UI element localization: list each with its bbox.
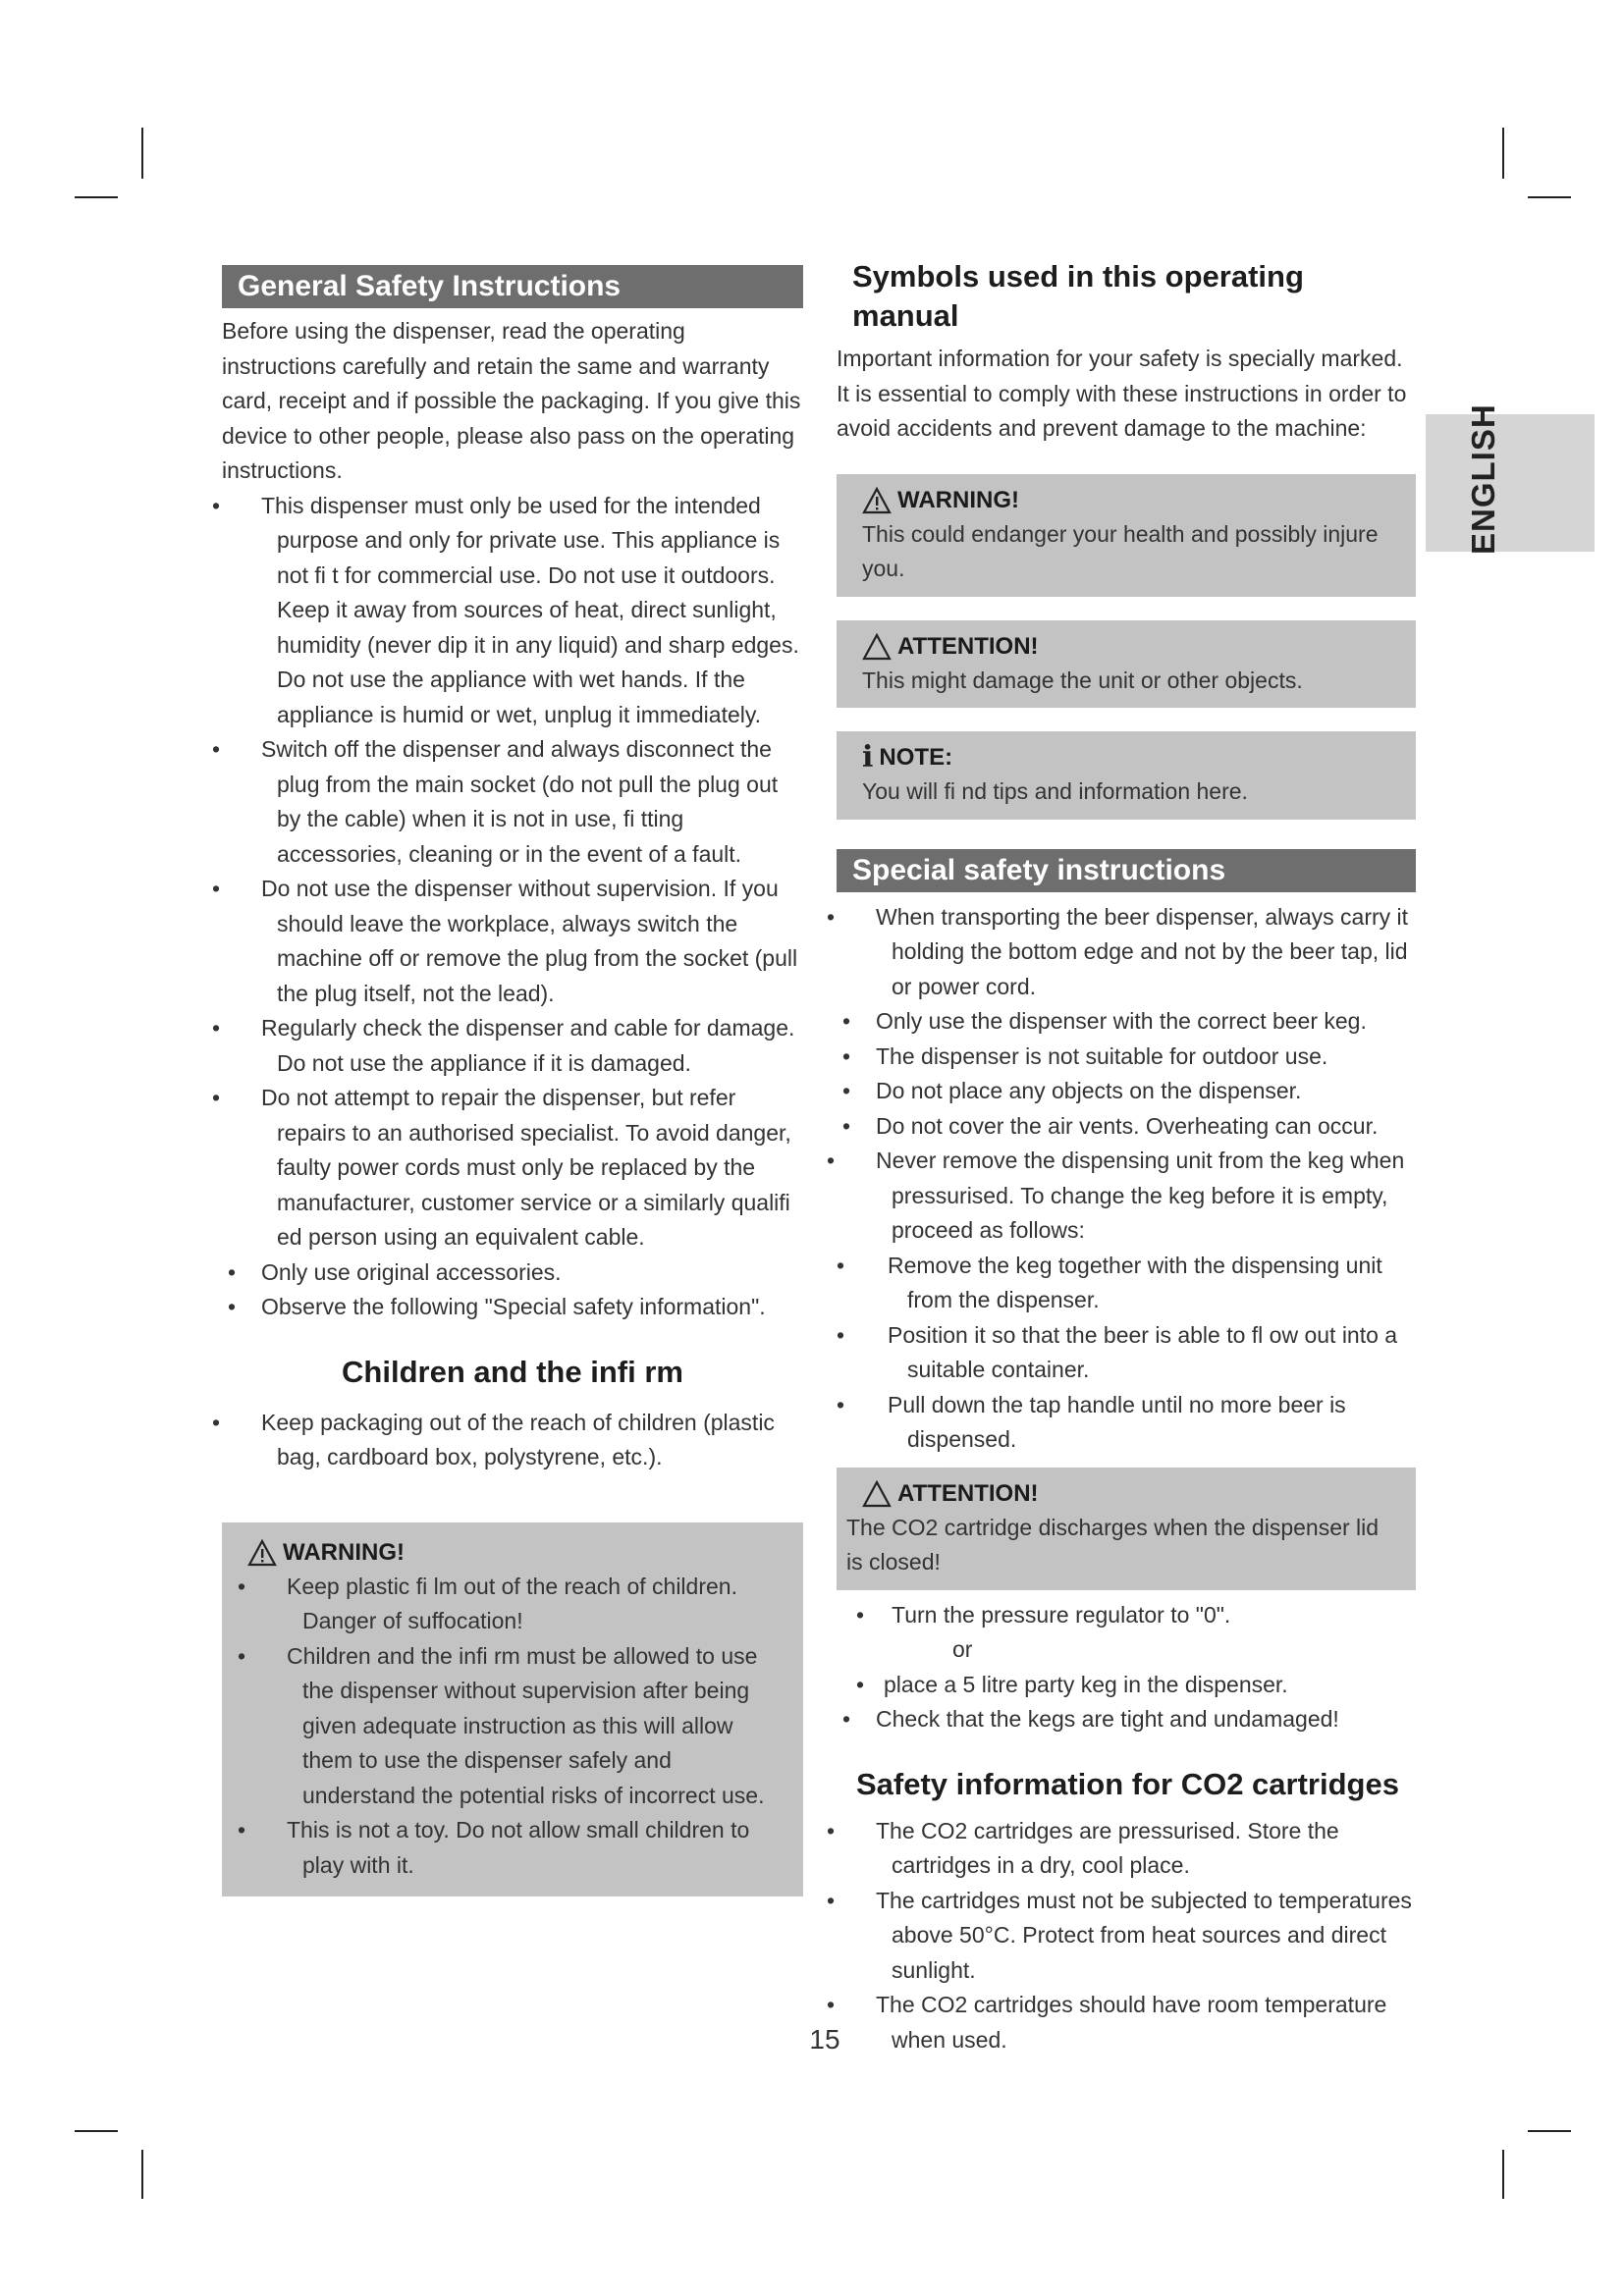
general-safety-banner: General Safety Instructions (222, 265, 803, 308)
symbols-heading: Symbols used in this operating manual (852, 259, 1304, 333)
list-item: • Do not place any objects on the dispenser. (837, 1074, 1416, 1109)
language-tab-label: ENGLISH (1465, 403, 1501, 555)
attention-title-text: ATTENTION! (897, 1479, 1039, 1507)
children-heading: Children and the infi rm (342, 1354, 683, 1389)
note-text: You will fi nd tips and information here. (862, 778, 1248, 804)
general-intro: Before using the dispenser, read the operating instructions carefully and retain the same and warranty card, receipt and if possible the packaging. If you give this device to other people, please also pass on the operating instructions. (222, 318, 801, 483)
list-item: • Do not cover the air vents. Overheating can occur. (837, 1109, 1416, 1145)
list-item: • The cartridges must not be subjected to temperatures above 50°C. Protect from heat sources and direct sunlight. (837, 1884, 1416, 1989)
children-list (222, 1406, 803, 1475)
crop-mark (75, 196, 118, 198)
list-item: • Turn the pressure regulator to "0". (837, 1598, 1416, 1633)
crop-mark (75, 2130, 118, 2132)
right-column (837, 257, 1416, 2057)
co2-list (837, 1814, 1416, 2058)
symbol-note-box (837, 731, 1416, 820)
page-number: 15 (809, 2024, 840, 2055)
list-item: • Observe the following "Special safety information". (222, 1290, 803, 1325)
symbol-warning-box (837, 474, 1416, 597)
list-item: • The dispenser is not suitable for outdoor use. (837, 1040, 1416, 1075)
list-item: • Check that the kegs are tight and undamaged! (837, 1702, 1416, 1737)
warning-title-text: WARNING! (283, 1538, 405, 1566)
list-item: • Only use original accessories. (222, 1255, 803, 1291)
list-item: • Do not attempt to repair the dispenser, but refer repairs to an authorised specialist. To avoid danger, faulty power cords must only be replaced by the manufacturer, customer service or a similarly qualifi ed person using an equivalent cable. (222, 1081, 803, 1255)
or-text: or (952, 1636, 973, 1662)
warning-icon (862, 487, 892, 514)
list-item: • Position it so that the beer is able to fl ow out into a suitable container. (837, 1318, 1416, 1388)
list-item: • When transporting the beer dispenser, always carry it holding the bottom edge and not by the beer tap, lid or power cord. (837, 900, 1416, 1005)
crop-mark (1502, 128, 1504, 179)
list-item: • Keep plastic fi lm out of the reach of children. Danger of suffocation! (247, 1570, 778, 1639)
attention-title (862, 630, 1390, 664)
final-list (837, 1668, 1416, 1737)
special-safety-banner: Special safety instructions (837, 849, 1416, 892)
list-item: • This dispenser must only be used for the intended purpose and only for private use. This appliance is not fi t for commercial use. Do not use it outdoors. Keep it away from sources of heat, direct sunlight, humidity (never dip it in any liquid) and sharp edges. Do not use the appliance with wet hands. If the appliance is humid or wet, unplug it immediately. (222, 489, 803, 733)
warning-title-text: WARNING! (897, 486, 1019, 513)
warning-icon (247, 1539, 277, 1567)
special-list (837, 900, 1416, 1249)
crop-mark (1528, 196, 1571, 198)
crop-mark (1502, 2150, 1504, 2199)
list-item: • This is not a toy. Do not allow small children to play with it. (247, 1813, 778, 1883)
list-item: • Only use the dispenser with the correct beer keg. (837, 1004, 1416, 1040)
language-tab (1426, 414, 1595, 552)
attention-icon (862, 1480, 892, 1508)
list-item: • Never remove the dispensing unit from the keg when pressurised. To change the keg before it is empty, proceed as follows: (837, 1144, 1416, 1249)
attention-text: This might damage the unit or other objects. (862, 667, 1303, 693)
attention-title-text: ATTENTION! (897, 632, 1039, 660)
left-column (222, 265, 803, 1896)
attention-text: The CO2 cartridge discharges when the dispenser lid is closed! (846, 1514, 1380, 1575)
list-item: • Switch off the dispenser and always disconnect the plug from the main socket (do not pull the plug out by the cable) when it is not in use, fi tting accessories, cleaning or in the event of a fault. (222, 732, 803, 872)
children-warning-box (222, 1522, 803, 1897)
crop-mark (1528, 2130, 1571, 2132)
note-title (862, 741, 1390, 774)
symbols-intro: Important information for your safety is specially marked. It is essential to comply with these instructions in order to avoid accidents and prevent damage to the machine: (837, 346, 1407, 441)
crop-mark (141, 128, 143, 179)
warning-text: This could endanger your health and possibly injure you. (862, 520, 1379, 581)
list-item: • Pull down the tap handle until no more beer is dispensed. (837, 1388, 1416, 1458)
warning-list (247, 1570, 778, 1884)
warning-title (862, 484, 1390, 517)
special-attention-box (837, 1468, 1416, 1590)
after-list (837, 1598, 1416, 1633)
list-item: • Do not use the dispenser without supervision. If you should leave the workplace, always switch the machine off or remove the plug from the socket (pull the plug itself, not the lead). (222, 872, 803, 1011)
co2-heading: Safety information for CO2 cartridges (856, 1766, 1399, 1801)
list-item: • Children and the infi rm must be allowed to use the dispenser without supervision after being given adequate instruction as this will allow them to use the dispenser safely and understand the potential risks of incorrect use. (247, 1639, 778, 1814)
list-item: • Remove the keg together with the dispensing unit from the dispenser. (837, 1249, 1416, 1318)
symbol-attention-box (837, 620, 1416, 709)
warning-title (247, 1536, 778, 1570)
list-item: • place a 5 litre party keg in the dispenser. (837, 1668, 1416, 1703)
special-sub-list (837, 1249, 1416, 1458)
general-list (222, 489, 803, 1325)
list-item: • Keep packaging out of the reach of children (plastic bag, cardboard box, polystyrene, etc.). (222, 1406, 803, 1475)
list-item: • The CO2 cartridges are pressurised. Store the cartridges in a dry, cool place. (837, 1814, 1416, 1884)
note-title-text: NOTE: (879, 744, 953, 771)
crop-mark (141, 2150, 143, 2199)
attention-icon (862, 633, 892, 661)
attention-title (846, 1477, 1390, 1511)
list-item: • The CO2 cartridges should have room temperature when used. (837, 1988, 1416, 2057)
info-icon: i (862, 740, 874, 774)
list-item: • Regularly check the dispenser and cable for damage. Do not use the appliance if it is damaged. (222, 1011, 803, 1081)
